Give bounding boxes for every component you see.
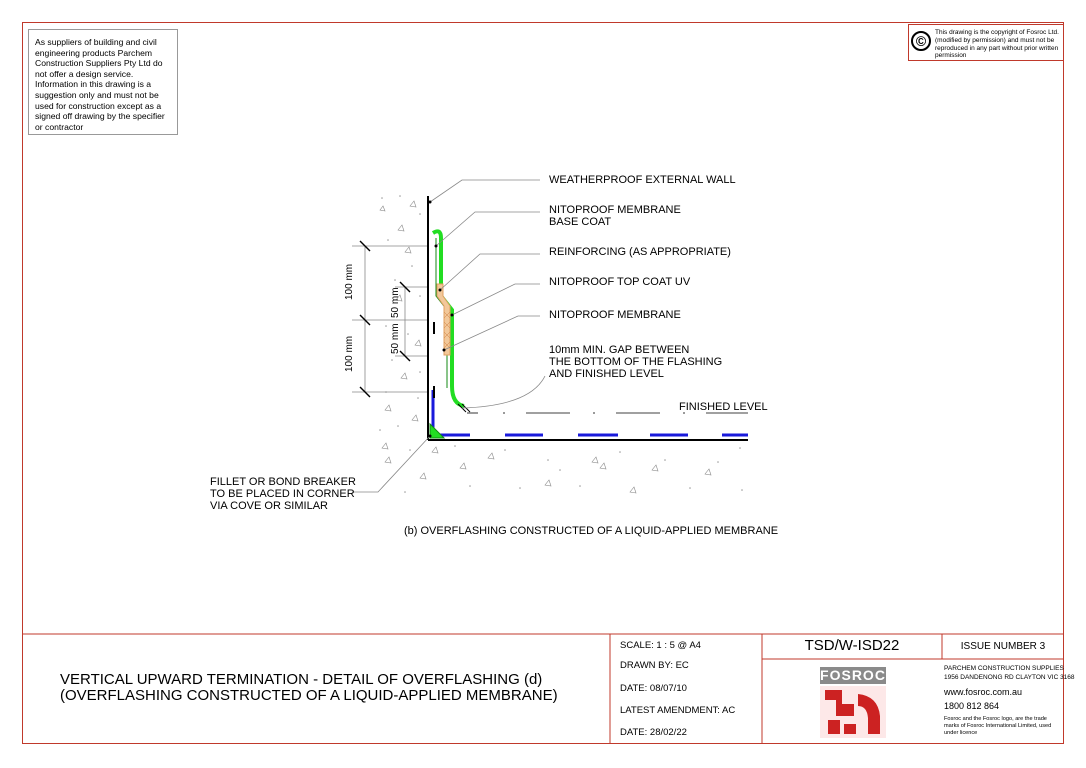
label-finished-level: FINISHED LEVEL (679, 401, 768, 413)
date-text: DATE: 08/07/10 (620, 683, 687, 694)
drawing-title-line1: VERTICAL UPWARD TERMINATION - DETAIL OF OVERFLASHING (d) (60, 671, 543, 688)
dim-outer-lower: 100 mm (344, 335, 355, 372)
copyright-icon: © (911, 31, 931, 51)
label-gap-line1: 10mm MIN. GAP BETWEEN (549, 344, 690, 356)
label-top-coat: NITOPROOF TOP COAT UV (549, 276, 691, 288)
company-name: PARCHEM CONSTRUCTION SUPPLIES (944, 665, 1064, 672)
amend-date-text: DATE: 28/02/22 (620, 727, 687, 738)
dim-inner-lower: 50 mm (390, 323, 401, 354)
label-gap-line2: THE BOTTOM OF THE FLASHING (549, 356, 723, 368)
latest-amendment-text: LATEST AMENDMENT: AC (620, 705, 736, 716)
copyright-text: This drawing is the copyright of Fosroc Ltd. (modified by permission) and must not be reproduced in any part without prior written permission (935, 29, 1059, 60)
issue-number: ISSUE NUMBER 3 (960, 641, 1046, 652)
slab-concrete-hatch (382, 443, 711, 493)
reinforcing-mesh (437, 284, 450, 355)
label-reinforcing: REINFORCING (AS APPROPRIATE) (549, 246, 731, 258)
label-base-coat-line2: BASE COAT (549, 216, 612, 228)
label-membrane: NITOPROOF MEMBRANE (549, 309, 681, 321)
label-weatherproof-wall: WEATHERPROOF EXTERNAL WALL (549, 174, 736, 186)
fosroc-logo-text: FOSROC (820, 667, 886, 683)
dimension-ticks (360, 241, 410, 397)
trademark-note: Fosroc and the Fosroc logo, are the trade marks of Fosroc International Limited, used under licence (944, 716, 1052, 736)
label-gap-line3: AND FINISHED LEVEL (549, 368, 664, 380)
drawing-number: TSD/W-ISD22 (804, 637, 900, 654)
drawing-title-line2: (OVERFLASHING CONSTRUCTED OF A LIQUID-APPLIED MEMBRANE) (60, 687, 558, 704)
fosroc-logo-icon (820, 686, 886, 738)
drawn-by-text: DRAWN BY: EC (620, 660, 689, 671)
disclaimer-text: As suppliers of building and civil engineering products Parchem Construction Suppliers Pty Ltd do not offer a design service. Information in this drawing is a suggestion only and must not be used for construction except as a signed off drawing by the specifier or contractor (35, 37, 165, 132)
dim-inner-upper: 50 mm (390, 287, 401, 318)
slab-concrete-dots (404, 445, 743, 493)
company-address: 1956 DANDENONG RD CLAYTON VIC 3168 (944, 674, 1075, 681)
label-fillet-line1: FILLET OR BOND BREAKER (210, 476, 356, 488)
label-base-coat-line1: NITOPROOF MEMBRANE (549, 204, 681, 216)
phone-number: 1800 812 864 (944, 701, 1000, 711)
figure-caption: (b) OVERFLASHING CONSTRUCTED OF A LIQUID-APPLIED MEMBRANE (404, 525, 779, 537)
scale-text: SCALE: 1 : 5 @ A4 (620, 640, 701, 651)
label-fillet-line3: VIA COVE OR SIMILAR (210, 500, 328, 512)
fillet-cove (430, 424, 444, 438)
dim-outer-upper: 100 mm (344, 263, 355, 300)
website-link[interactable]: www.fosroc.com.au (944, 687, 1023, 697)
label-fillet-line2: TO BE PLACED IN CORNER (210, 488, 355, 500)
